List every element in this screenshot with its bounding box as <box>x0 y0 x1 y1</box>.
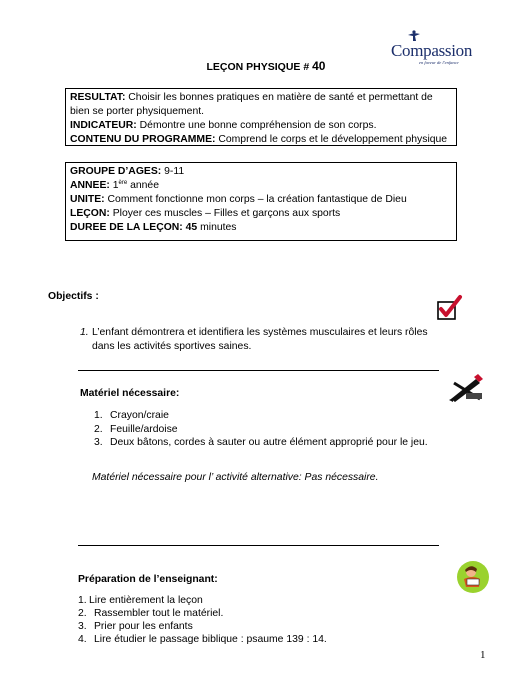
item-number: 2. <box>94 423 103 435</box>
lecon-line <box>70 207 452 221</box>
item-text: Lire entièrement la leçon <box>89 595 203 606</box>
child-reading-icon <box>456 560 490 594</box>
item-text: Crayon/craie <box>110 410 169 421</box>
page-number: 1 <box>480 649 486 661</box>
objective-number: 1. <box>80 327 89 338</box>
list-item <box>78 633 458 646</box>
item-text: Prier pour les enfants <box>94 621 193 632</box>
unite-value: Comment fonctionne mon corps – la création fantastique de Dieu <box>107 194 407 206</box>
item-number: 4. <box>78 634 87 645</box>
checkbox-check-icon <box>436 294 464 322</box>
lesson-title-text: LEÇON PHYSIQUE # <box>206 61 310 73</box>
unite-label: UNITE: <box>70 194 105 206</box>
logo-tagline: en faveur de l'enfance <box>419 60 459 65</box>
item-text: Deux bâtons, cordes à sauter ou autre élément approprié pour le jeu. <box>110 437 428 448</box>
contenu-line <box>70 133 452 147</box>
annee-value-num: 1 <box>112 180 119 192</box>
item-text: Rassembler tout le matériel. <box>94 608 224 619</box>
groupe-value: 9-11 <box>164 166 185 177</box>
list-item <box>78 594 458 607</box>
item-number: 3. <box>94 437 103 448</box>
section-divider <box>78 370 439 371</box>
indicateur-text: Démontre une bonne compréhension de son corps. <box>139 120 377 132</box>
item-number: 2. <box>78 608 87 619</box>
lecon-value: Ployer ces muscles – Filles et garçons aux sports <box>112 208 341 220</box>
list-item <box>78 620 458 633</box>
annee-value-word: année <box>130 180 159 192</box>
item-number: 1. <box>94 410 103 421</box>
pencil-tools-icon <box>448 373 486 403</box>
lesson-info-box <box>65 162 457 241</box>
materials-list <box>94 409 454 450</box>
annee-label: ANNEE: <box>70 180 110 192</box>
resultat-line <box>70 91 452 119</box>
resultat-label: RESULTAT: <box>70 92 126 103</box>
objectives-heading: Objectifs : <box>48 291 99 302</box>
contenu-text: Comprend le corps et le développement physique <box>218 134 448 146</box>
item-number: 1. <box>78 595 87 606</box>
item-number: 3. <box>78 621 87 632</box>
item-text: Feuille/ardoise <box>110 423 178 435</box>
unite-line <box>70 193 452 207</box>
lecon-label: LEÇON: <box>70 208 110 220</box>
section-divider <box>78 545 439 546</box>
preparation-heading: Préparation de l’enseignant: <box>78 574 218 585</box>
annee-value-sup: ère <box>118 180 128 187</box>
groupe-line <box>70 165 452 179</box>
lesson-title <box>0 58 532 74</box>
list-item <box>94 436 454 450</box>
materials-heading: Matériel nécessaire: <box>80 388 180 399</box>
duree-value-unit: minutes <box>200 222 237 234</box>
alternative-activity-note: Matériel nécessaire pour l’ activité alternative: Pas nécessaire. <box>92 472 379 483</box>
list-item <box>94 423 454 437</box>
resultat-text: Choisir les bonnes pratiques en matière de santé et permettant de bien se porter physiquement. <box>70 92 433 118</box>
indicateur-line <box>70 119 452 133</box>
duree-value-num: 45 <box>185 222 198 234</box>
contenu-label: CONTENU DU PROGRAMME: <box>70 134 216 146</box>
outcome-box <box>65 88 457 146</box>
lesson-number: 40 <box>312 59 326 73</box>
preparation-list <box>78 594 458 646</box>
groupe-label: GROUPE D’AGES: <box>70 166 162 177</box>
list-item <box>94 409 454 423</box>
duree-line <box>70 221 452 235</box>
objective-text: L’enfant démontrera et identifiera les systèmes musculaires et leurs rôles dans les activités sportives saines. <box>92 327 428 353</box>
annee-line <box>70 179 452 193</box>
duree-label: DUREE DE LA LEÇON: <box>70 222 183 234</box>
list-item <box>78 607 458 620</box>
logo-brand: Compassion <box>391 41 473 60</box>
indicateur-label: INDICATEUR: <box>70 120 137 132</box>
item-text: Lire étudier le passage biblique : psaume 139 : 14. <box>94 634 327 645</box>
